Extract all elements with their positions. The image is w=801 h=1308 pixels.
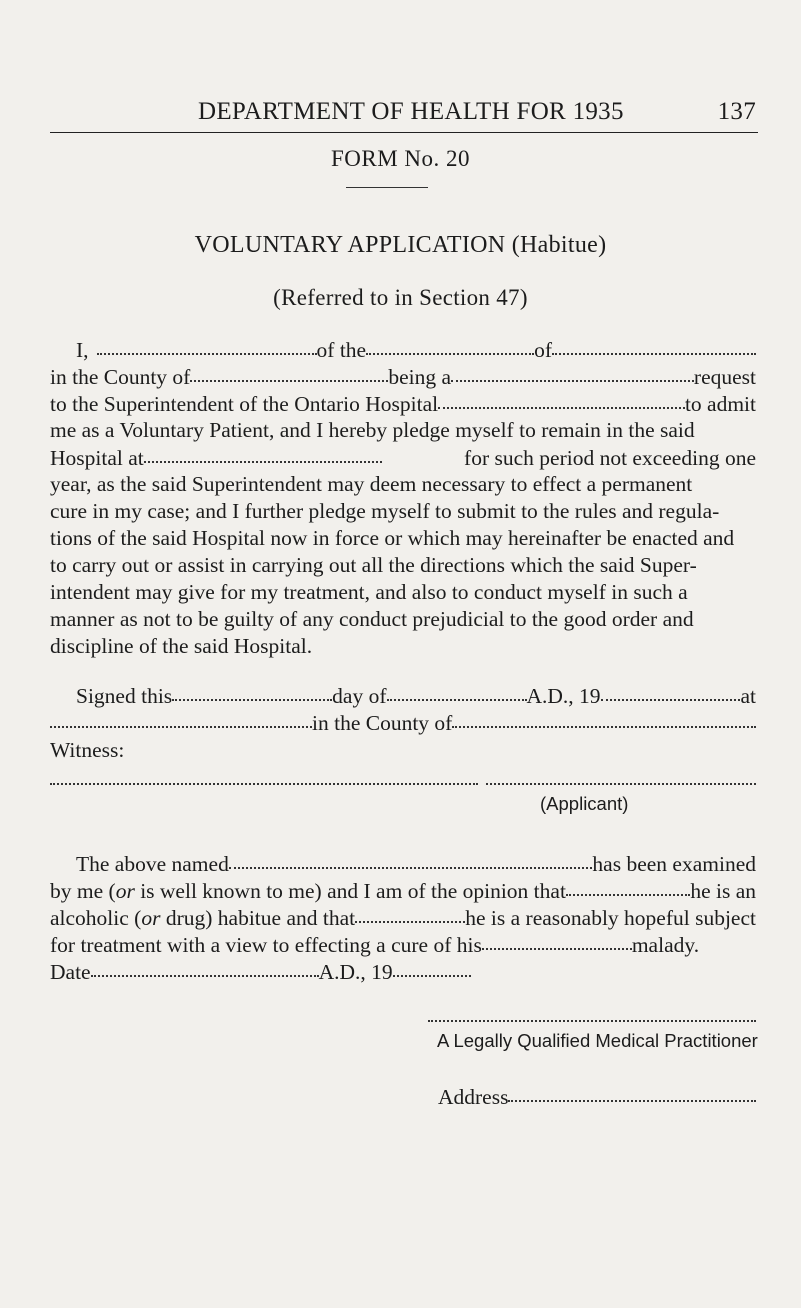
text-hopeful: he is a reasonably hopeful subject [465,906,756,930]
text-line-7: cure in my case; and I further pledge myself to submit to the rules and regula- [50,499,720,523]
application-line-6 [50,470,756,498]
application-line-12 [50,632,756,660]
application-line-2 [50,362,756,390]
witness-signature-line[interactable] [50,783,478,785]
medical-date-line [50,957,756,985]
page-header [50,98,758,133]
text-malady: malady. [631,933,700,957]
header-title: DEPARTMENT OF HEALTH FOR 1935 [198,98,624,125]
medical-line-1 [76,849,756,877]
text-he-is-an: he is an [690,879,756,903]
form-number: FORM No. 20 [330,146,471,171]
text-ad-19: A.D., 19 [526,684,601,708]
signature-county-blank[interactable] [452,708,756,730]
locality-blank[interactable] [552,335,756,357]
habitue-blank[interactable] [355,903,465,925]
text-line-8: tions of the said Hospital now in force or which may hereinafter be enacted and [50,526,735,550]
township-blank[interactable] [366,335,534,357]
text-line-12: discipline of the said Hospital. [50,634,313,658]
text-ad-19-medical: A.D., 19 [318,960,393,984]
text-line-4: me as a Voluntary Patient, and I hereby pledge myself to remain in the said [50,418,695,442]
text-hospital-at: Hospital at [50,446,144,470]
text-line-6: year, as the said Superintendent may deem necessary to effect a permanent [50,472,693,496]
application-line-7 [50,497,756,525]
address-blank[interactable] [508,1082,756,1104]
page-number: 137 [717,98,756,125]
text-county-of: in the County of [50,365,191,389]
application-line-4 [50,416,756,444]
text-or-italic: or [115,879,135,903]
text-request: request [693,365,756,389]
text-well-known: is well known to me) and I am of the opinion that [134,879,566,903]
application-line-3 [50,389,756,417]
application-line-11 [50,605,756,633]
date-blank[interactable] [91,957,319,979]
application-line-10 [50,578,756,606]
hospital-blank[interactable] [438,389,685,411]
medical-year-blank[interactable] [393,957,471,979]
applicant-signature-line[interactable] [486,783,756,785]
address-line [438,1082,756,1110]
text-line-9: to carry out or assist in carrying out all the directions which the said Super- [50,553,697,577]
text-such-period: for such period not exceeding one [464,446,756,470]
hospital-location-blank[interactable] [144,443,382,465]
opinion-blank[interactable] [566,876,690,898]
application-line-8 [50,524,756,552]
text-in-county: in the County of [312,711,453,735]
malady-blank[interactable] [482,930,632,952]
text-at: at [740,684,756,708]
text-of-the: of the [316,338,367,362]
practitioner-caption: A Legally Qualified Medical Practitioner [437,1030,758,1051]
application-line-5 [50,443,756,471]
text-of: of [534,338,553,362]
text-signed-this: Signed this [76,684,173,708]
form-subtitle: (Referred to in Section 47) [273,285,528,310]
patient-name-blank[interactable] [229,849,593,871]
applicant-caption: (Applicant) [540,793,629,814]
medical-line-2 [50,876,756,904]
occupation-blank[interactable] [451,362,694,384]
application-line-1 [76,335,756,363]
text-examined: has been examined [592,852,756,876]
name-blank[interactable] [97,335,317,357]
medical-line-4 [50,930,756,958]
text-alcoholic: alcoholic ( [50,906,142,930]
practitioner-signature-line[interactable] [428,1020,756,1022]
place-blank[interactable] [50,708,312,730]
text-being-a: being a [388,365,452,389]
text-or-italic-2: or [141,906,161,930]
text-day-of: day of [332,684,387,708]
form-title: VOLUNTARY APPLICATION (Habitue) [194,232,607,258]
text-line-11: manner as not to be guilty of any conduct prejudicial to the good order and [50,607,694,631]
text-address: Address [438,1085,509,1109]
month-blank[interactable] [387,681,527,703]
text-line-10: intendent may give for my treatment, and also to conduct myself in such a [50,580,688,604]
text-drug-habitue: drug) habitue and that [160,906,356,930]
signed-line [76,681,756,709]
county-blank[interactable] [190,362,388,384]
text-witness: Witness: [50,738,125,762]
text-i: I, [76,338,89,362]
text-date: Date [50,960,91,984]
divider [346,187,428,188]
text-superintendent: to the Superintendent of the Ontario Hospital [50,392,439,416]
text-above-named: The above named [76,852,229,876]
witness-line [50,736,756,764]
text-for-treatment: for treatment with a view to effecting a cure of his [50,933,482,957]
text-to-admit: to admit [684,392,756,416]
year-place-blank[interactable] [601,681,741,703]
day-blank[interactable] [172,681,332,703]
medical-line-3 [50,903,756,931]
text-by-me: by me ( [50,879,116,903]
application-line-9 [50,551,756,579]
county-signature-line [50,708,756,736]
